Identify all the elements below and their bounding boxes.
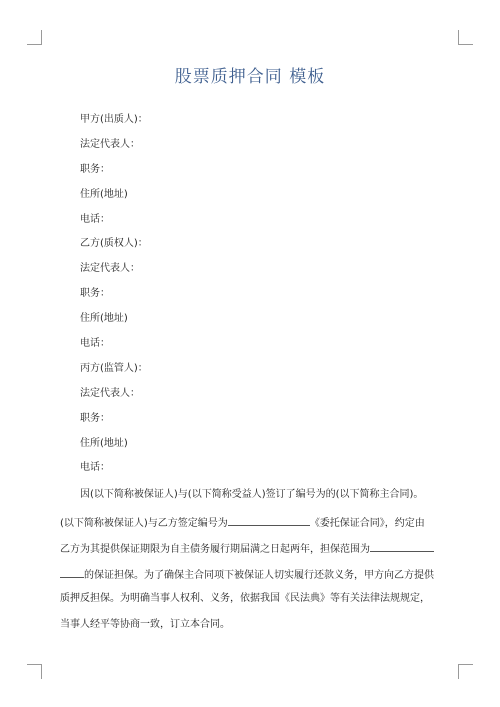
preamble-line: 的保证担保。为了确保主合同项下被保证人切实履行还款义务，甲方向乙方提供 xyxy=(60,567,450,579)
field-party-c-address: 住所(地址) xyxy=(80,437,128,449)
field-party-a-representative: 法定代表人： xyxy=(80,138,140,150)
preamble-line: 当事人经平等协商一致，订立本合同。 xyxy=(60,619,230,630)
field-party-c-representative: 法定代表人： xyxy=(80,387,140,399)
field-party-a-address: 住所(地址) xyxy=(80,188,128,200)
preamble-line: 乙方为其提供保证期限为自主债务履行期届满之日起两年，担保范围为 xyxy=(60,541,450,553)
field-party-a: 甲方(出质人)： xyxy=(80,114,148,125)
corner-mark-top-left xyxy=(27,30,42,45)
field-party-a-phone: 电话： xyxy=(80,213,110,225)
field-party-b-position: 职务： xyxy=(80,288,110,300)
field-party-a-position: 职务： xyxy=(80,163,110,175)
field-party-b-phone: 电话： xyxy=(80,338,110,350)
blank-line xyxy=(228,515,310,526)
corner-mark-top-right xyxy=(458,30,473,45)
document-title: 股票质押合同 模板 xyxy=(174,67,326,87)
preamble-line: 因(以下简称被保证人)与(以下简称受益人)签订了编号为的(以下简称主合同)。 xyxy=(80,489,424,500)
party-fields xyxy=(80,114,440,487)
contract-preamble xyxy=(60,489,450,645)
corner-mark-bottom-right xyxy=(458,664,473,679)
field-party-c-position: 职务： xyxy=(80,412,110,424)
preamble-line: (以下简称被保证人)与乙方签定编号为 《委托保证合同》，约定由 xyxy=(60,515,450,527)
field-party-b-address: 住所(地址) xyxy=(80,313,128,325)
field-party-c: 丙方(监管人)： xyxy=(80,362,148,374)
preamble-line: 质押反担保。为明确当事人权利、义务，依据我国《民法典》等有关法律法规规定， xyxy=(60,593,430,604)
field-party-c-phone: 电话： xyxy=(80,462,110,474)
corner-mark-bottom-left xyxy=(27,664,42,679)
blank-line xyxy=(60,567,84,578)
field-party-b: 乙方(质权人)： xyxy=(80,238,148,250)
field-party-b-representative: 法定代表人： xyxy=(80,263,140,275)
blank-line xyxy=(370,541,434,552)
